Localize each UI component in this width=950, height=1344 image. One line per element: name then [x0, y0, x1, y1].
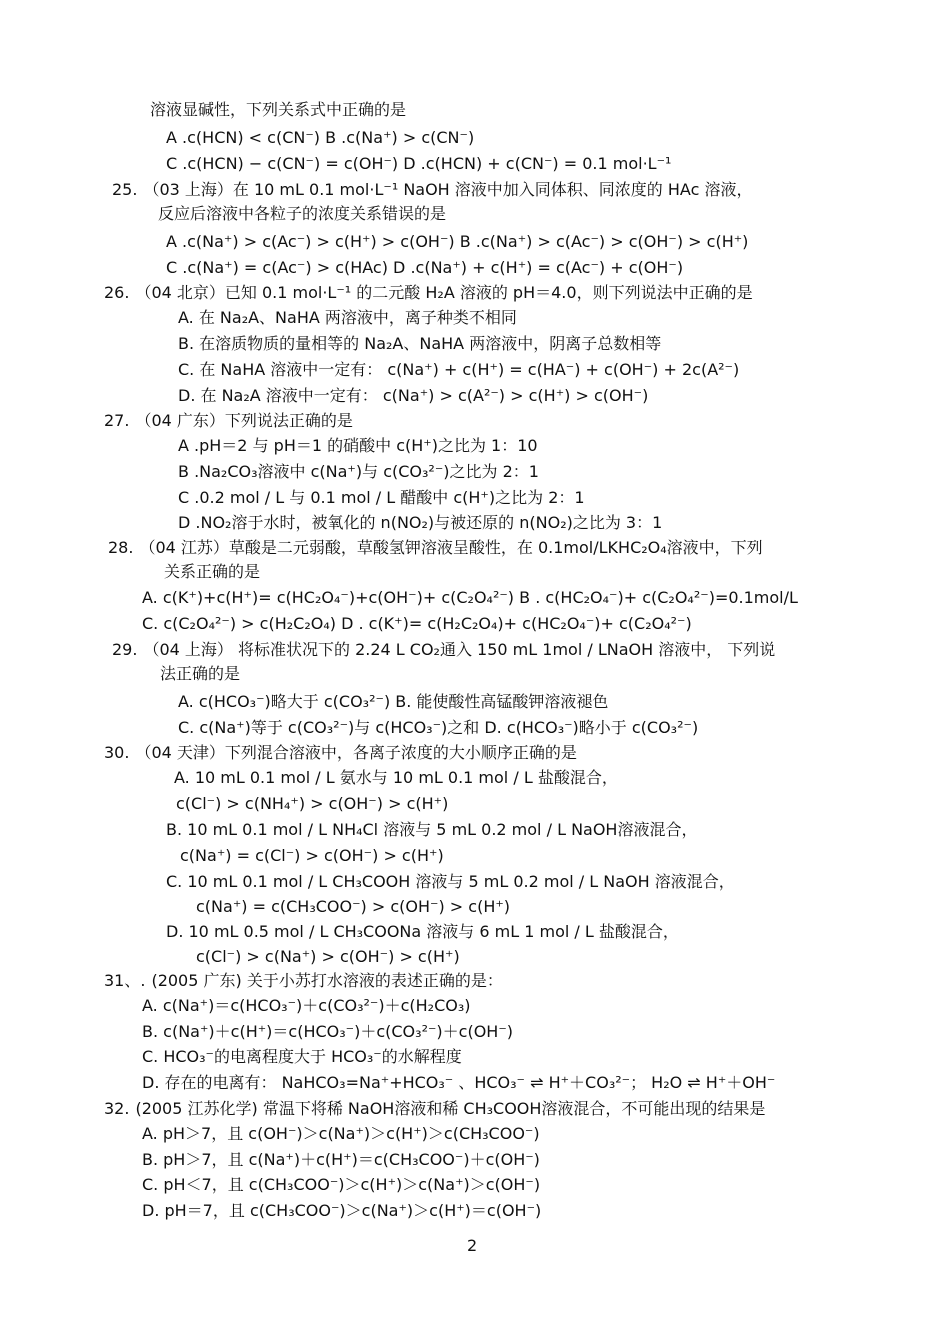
line-text: B. 在溶质物质的量相等的 Na₂A、NaHA 两溶液中，阴离子总数相等 — [178, 334, 662, 353]
text-line — [142, 1022, 513, 1042]
line-text: D. 存在的电离有： NaHCO₃=Na⁺+HCO₃⁻ 、HCO₃⁻ ⇌ H⁺＋CO₃²⁻； H₂O ⇌ H⁺＋OH⁻ — [142, 1073, 776, 1092]
question-line — [104, 411, 353, 431]
question-line — [112, 180, 752, 200]
text-line — [176, 794, 448, 814]
line-text: 关系正确的是 — [164, 562, 261, 581]
text-line — [142, 1124, 540, 1144]
question-line — [108, 538, 763, 558]
question-number: 25. — [112, 180, 138, 199]
page-number: 2 — [467, 1236, 478, 1255]
line-text: （03 上海）在 10 mL 0.1 mol·L⁻¹ NaOH 溶液中加入同体积、同浓度的 HAc 溶液， — [143, 180, 753, 199]
text-line — [142, 1201, 541, 1221]
text-line — [142, 1073, 775, 1093]
text-line — [166, 820, 697, 840]
question-number: 31、. — [104, 971, 146, 990]
text-line — [178, 488, 585, 508]
text-line — [178, 334, 661, 354]
question-line — [112, 640, 775, 660]
line-text: C. 在 NaHA 溶液中一定有： c(Na⁺) + c(H⁺) = c(HA⁻) + c(OH⁻) + 2c(A²⁻) — [178, 360, 740, 379]
question-number: 29. — [112, 640, 138, 659]
text-line — [166, 922, 679, 942]
line-text: D. 10 mL 0.5 mol / L CH₃COONa 溶液与 6 mL 1 mol / L 盐酸混合， — [166, 922, 679, 941]
text-line — [158, 204, 446, 224]
line-text: （04 北京）已知 0.1 mol·L⁻¹ 的二元酸 H₂A 溶液的 pH＝4.0，则下列说法中正确的是 — [135, 283, 753, 302]
line-text: C .0.2 mol / L 与 0.1 mol / L 醋酸中 c(H⁺)之比为 2：1 — [178, 488, 585, 507]
line-text: A .c(HCN) < c(CN⁻) B .c(Na⁺) > c(CN⁻) — [166, 128, 475, 147]
line-text: （04 广东）下列说法正确的是 — [135, 411, 353, 430]
text-line — [178, 462, 539, 482]
text-line — [166, 258, 683, 278]
text-line — [178, 513, 662, 533]
text-line — [166, 128, 474, 148]
line-text: (2005 江苏化学) 常温下将稀 NaOH溶液和稀 CH₃COOH溶液混合，不可能出现的结果是 — [135, 1099, 766, 1118]
question-line — [104, 743, 577, 763]
text-line — [178, 386, 648, 406]
line-text: A. pH＞7，且 c(OH⁻)＞c(Na⁺)＞c(H⁺)＞c(CH₃COO⁻) — [142, 1124, 540, 1143]
text-line — [142, 614, 692, 634]
line-text: (2005 广东) 关于小苏打水溶液的表述正确的是： — [151, 971, 503, 990]
text-line — [142, 1150, 540, 1170]
line-text: c(Na⁺) = c(Cl⁻) > c(OH⁻) > c(H⁺) — [180, 846, 444, 865]
line-text: （04 上海） 将标准状况下的 2.24 L CO₂通入 150 mL 1mol / LNaOH 溶液中， 下列说 — [143, 640, 776, 659]
line-text: D. 在 Na₂A 溶液中一定有： c(Na⁺) > c(A²⁻) > c(H⁺) > c(OH⁻) — [178, 386, 649, 405]
line-text: A. 在 Na₂A、NaHA 两溶液中，离子种类不相同 — [178, 308, 517, 327]
question-line — [104, 971, 503, 991]
line-text: C. pH＜7，且 c(CH₃COO⁻)＞c(H⁺)＞c(Na⁺)＞c(OH⁻) — [142, 1175, 541, 1194]
line-text: c(Cl⁻) > c(NH₄⁺) > c(OH⁻) > c(H⁺) — [176, 794, 449, 813]
line-text: A. 10 mL 0.1 mol / L 氨水与 10 mL 0.1 mol / L 盐酸混合， — [174, 768, 618, 787]
line-text: B. c(Na⁺)＋c(H⁺)＝c(HCO₃⁻)＋c(CO₃²⁻)＋c(OH⁻) — [142, 1022, 514, 1041]
text-line — [178, 692, 608, 712]
text-line — [178, 436, 538, 456]
line-text: C .c(Na⁺) = c(Ac⁻) > c(HAc) D .c(Na⁺) + c(H⁺) = c(Ac⁻) + c(OH⁻) — [166, 258, 684, 277]
line-text: B .Na₂CO₃溶液中 c(Na⁺)与 c(CO₃²⁻)之比为 2：1 — [178, 462, 539, 481]
text-line — [166, 232, 748, 252]
text-line — [178, 360, 739, 380]
line-text: C. c(Na⁺)等于 c(CO₃²⁻)与 c(HCO₃⁻)之和 D. c(HCO₃⁻)略小于 c(CO₃²⁻) — [178, 718, 699, 737]
line-text: c(Cl⁻) > c(Na⁺) > c(OH⁻) > c(H⁺) — [196, 947, 460, 966]
line-text: C. 10 mL 0.1 mol / L CH₃COOH 溶液与 5 mL 0.2 mol / L NaOH 溶液混合， — [166, 872, 735, 891]
line-text: A .c(Na⁺) > c(Ac⁻) > c(H⁺) > c(OH⁻) B .c(Na⁺) > c(Ac⁻) > c(OH⁻) > c(H⁺) — [166, 232, 749, 251]
line-text: B. 10 mL 0.1 mol / L NH₄Cl 溶液与 5 mL 0.2 mol / L NaOH溶液混合， — [166, 820, 698, 839]
text-line — [164, 562, 260, 582]
line-text: A. c(HCO₃⁻)略大于 c(CO₃²⁻) B. 能使酸性高锰酸钾溶液褪色 — [178, 692, 609, 711]
question-line — [104, 283, 753, 303]
question-number: 28. — [108, 538, 134, 557]
line-text: （04 天津）下列混合溶液中，各离子浓度的大小顺序正确的是 — [135, 743, 577, 762]
text-line — [160, 664, 240, 684]
line-text: B. pH＞7，且 c(Na⁺)＋c(H⁺)＝c(CH₃COO⁻)＋c(OH⁻) — [142, 1150, 540, 1169]
question-line — [104, 1099, 765, 1119]
question-number: 27. — [104, 411, 130, 430]
text-line — [178, 308, 517, 328]
text-line — [142, 1175, 540, 1195]
line-text: D. pH＝7，且 c(CH₃COO⁻)＞c(Na⁺)＞c(H⁺)＝c(OH⁻) — [142, 1201, 542, 1220]
question-number: 30. — [104, 743, 130, 762]
text-line — [142, 1047, 462, 1067]
text-line — [180, 846, 444, 866]
text-line — [196, 947, 460, 967]
line-text: A. c(Na⁺)＝c(HCO₃⁻)＋c(CO₃²⁻)＋c(H₂CO₃) — [142, 996, 471, 1015]
line-text: 溶液显碱性，下列关系式中正确的是 — [150, 100, 407, 119]
text-line — [150, 100, 406, 120]
question-number: 32. — [104, 1099, 130, 1118]
line-text: （04 江苏）草酸是二元弱酸，草酸氢钾溶液呈酸性，在 0.1mol/LKHC₂O₄溶液中，下列 — [139, 538, 763, 557]
line-text: C. HCO₃⁻的电离程度大于 HCO₃⁻的水解程度 — [142, 1047, 462, 1066]
line-text: 法正确的是 — [160, 664, 241, 683]
text-line — [142, 588, 798, 608]
text-line — [166, 154, 671, 174]
text-line — [178, 718, 698, 738]
text-line — [142, 996, 471, 1016]
line-text: D .NO₂溶于水时，被氧化的 n(NO₂)与被还原的 n(NO₂)之比为 3：1 — [178, 513, 663, 532]
text-line — [174, 768, 618, 788]
line-text: 反应后溶液中各粒子的浓度关系错误的是 — [158, 204, 447, 223]
line-text: A .pH＝2 与 pH＝1 的硝酸中 c(H⁺)之比为 1：10 — [178, 436, 538, 455]
text-line — [196, 897, 510, 917]
question-number: 26. — [104, 283, 130, 302]
line-text: C .c(HCN) − c(CN⁻) = c(OH⁻) D .c(HCN) + c(CN⁻) = 0.1 mol·L⁻¹ — [166, 154, 672, 173]
line-text: A. c(K⁺)+c(H⁺)= c(HC₂O₄⁻)+c(OH⁻)+ c(C₂O₄²⁻) B . c(HC₂O₄⁻)+ c(C₂O₄²⁻)=0.1mol/L — [142, 588, 798, 607]
text-line — [166, 872, 735, 892]
line-text: C. c(C₂O₄²⁻) > c(H₂C₂O₄) D . c(K⁺)= c(H₂C₂O₄)+ c(HC₂O₄⁻)+ c(C₂O₄²⁻) — [142, 614, 692, 633]
line-text: c(Na⁺) = c(CH₃COO⁻) > c(OH⁻) > c(H⁺) — [196, 897, 511, 916]
